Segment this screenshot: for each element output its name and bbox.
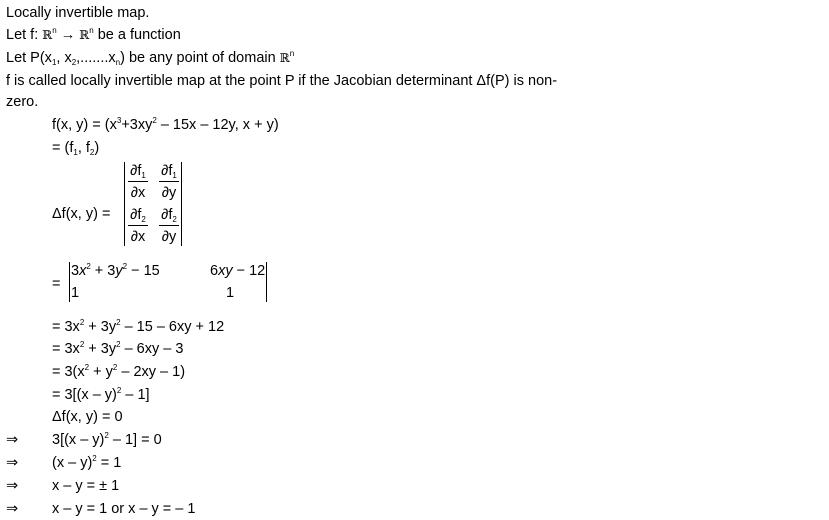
exponent: 2 <box>86 262 91 271</box>
variable: x <box>79 263 87 279</box>
function-definition-line <box>6 26 181 44</box>
definition-line-1 <box>6 72 557 90</box>
fraction-bar <box>128 181 148 182</box>
text-fragment: = 1 <box>96 455 122 471</box>
subscript: 2 <box>172 215 177 224</box>
step-2 <box>52 340 183 358</box>
text-fragment: − 15 <box>127 263 160 279</box>
text-fragment: +3xy <box>121 117 153 133</box>
exponent: 2 <box>92 454 97 463</box>
implies-symbol: ⇒ <box>6 455 19 471</box>
exponent-n: n <box>52 26 57 35</box>
exponent: 2 <box>122 262 128 271</box>
text-fragment: = 3(x <box>52 364 85 380</box>
text-fragment: 3[(x – y) <box>52 432 105 448</box>
text-fragment: – 2xy – 1) <box>117 364 186 380</box>
exponent: 2 <box>152 116 157 125</box>
text-fragment: – 15 – 6xy + 12 <box>120 319 225 335</box>
text-fragment: – 6xy – 3 <box>120 341 184 357</box>
implies-symbol: ⇒ <box>6 501 19 517</box>
partial-symbol: ∂f <box>161 163 173 179</box>
implication-3 <box>52 477 119 495</box>
exponent-n: n <box>289 49 295 58</box>
equals-sign: = <box>52 276 61 292</box>
fraction-bar <box>128 225 148 226</box>
text-fragment: = 3[(x – y) <box>52 387 117 403</box>
entry-text: 1 <box>226 285 235 301</box>
step-4 <box>52 386 150 404</box>
determinant-right-bar <box>181 162 182 246</box>
implies-row-4 <box>6 500 18 518</box>
components-line <box>52 139 99 157</box>
text-fragment: f(x, y) = (x <box>52 117 117 133</box>
text-fragment: – 15x – 12y, x + y) <box>156 117 279 133</box>
text-fragment: ) <box>94 140 100 156</box>
exponent: 2 <box>84 363 90 372</box>
exponent: 2 <box>116 340 121 349</box>
let-f-text: Let f: <box>6 27 43 43</box>
implies-symbol: ⇒ <box>6 432 19 448</box>
exponent: 2 <box>79 340 85 349</box>
text-fragment: , f <box>77 140 90 156</box>
step-text: Δf(x, y) = 0 <box>52 409 123 425</box>
entry-a12 <box>210 262 265 280</box>
partial-f2-x <box>126 206 150 246</box>
implies-row-1 <box>6 431 18 449</box>
text-fragment: = (f <box>52 140 74 156</box>
entry-text: 1 <box>71 285 80 301</box>
denominator: ∂y <box>161 229 177 245</box>
denominator: ∂x <box>130 185 146 201</box>
exponent: 2 <box>104 431 109 440</box>
subscript: 2 <box>141 215 146 224</box>
text-fragment: + 3y <box>84 319 117 335</box>
exponent: 2 <box>79 318 85 327</box>
title-text: Locally invertible map. <box>6 5 150 21</box>
step-1 <box>52 318 224 336</box>
denominator: ∂y <box>161 185 177 201</box>
text-fragment: 3 <box>71 263 80 279</box>
implies-symbol: ⇒ <box>6 478 19 494</box>
real-space-symbol: ℝ <box>279 51 290 65</box>
text-fragment: , x <box>56 50 72 66</box>
text-fragment: + y <box>89 364 113 380</box>
subscript: 2 <box>71 58 77 67</box>
subscript: 1 <box>73 148 78 157</box>
implies-row-3 <box>6 477 18 495</box>
function-line <box>52 116 279 134</box>
text-fragment: ) be any point of domain <box>120 50 280 66</box>
partial-f2-y <box>157 206 181 246</box>
partial-symbol: ∂f <box>130 163 142 179</box>
exponent-n: n <box>89 26 94 35</box>
variable: y <box>115 263 123 279</box>
jacobian-lhs <box>52 205 110 223</box>
exponent: 3 <box>116 116 122 125</box>
denominator: ∂x <box>130 229 146 245</box>
jacobian-lhs-text: Δf(x, y) = <box>52 206 111 222</box>
entry-a22 <box>226 284 234 302</box>
title-line <box>6 4 149 22</box>
text-fragment: + 3 <box>90 263 116 279</box>
exponent: 2 <box>112 363 118 372</box>
implication-2 <box>52 454 121 472</box>
fraction-bar <box>159 225 179 226</box>
definition-text: zero. <box>6 94 39 110</box>
subscript: 1 <box>51 58 57 67</box>
eval-determinant-right-bar <box>266 262 267 302</box>
determinant-equals <box>52 275 60 293</box>
definition-text: f is called locally invertible map at the point P if the Jacobian determinant Δf(P) is non- <box>6 73 558 89</box>
implication-text: x – y = 1 or x – y = – 1 <box>52 501 196 517</box>
implication-1 <box>52 431 162 449</box>
subscript: 1 <box>141 171 146 180</box>
definition-line-2 <box>6 93 38 111</box>
partial-symbol: ∂f <box>130 207 142 223</box>
text-fragment: = 3x <box>52 319 80 335</box>
point-definition-line <box>6 49 294 67</box>
be-function-text: be a function <box>93 27 181 43</box>
text-fragment: – 1] = 0 <box>108 432 162 448</box>
text-fragment: + 3y <box>84 341 117 357</box>
implication-text: x – y = ± 1 <box>52 478 120 494</box>
subscript: 2 <box>89 148 95 157</box>
implies-row-2 <box>6 454 18 472</box>
subscript: n <box>115 58 121 67</box>
partial-f1-x <box>126 162 150 202</box>
let-p-text: Let P(x <box>6 50 52 66</box>
text-fragment: ,.......x <box>76 50 116 66</box>
text-fragment: = 3x <box>52 341 80 357</box>
text-fragment: 6 <box>210 263 219 279</box>
entry-a11 <box>71 262 160 280</box>
entry-a21 <box>71 284 79 302</box>
real-space-symbol: ℝ <box>42 28 53 42</box>
partial-symbol: ∂f <box>161 207 173 223</box>
fraction-bar <box>159 181 179 182</box>
step-3 <box>52 363 185 381</box>
variable: xy <box>218 263 233 279</box>
eval-determinant-left-bar <box>69 262 70 302</box>
arrow-symbol: → <box>60 27 76 43</box>
subscript: 1 <box>172 171 177 180</box>
partial-f1-y <box>157 162 181 202</box>
text-fragment: − 12 <box>232 263 266 279</box>
text-fragment: – 1] <box>121 387 150 403</box>
implication-4 <box>52 500 195 518</box>
text-fragment: (x – y) <box>52 455 93 471</box>
exponent: 2 <box>116 318 121 327</box>
determinant-left-bar <box>124 162 125 246</box>
real-space-symbol: ℝ <box>79 28 90 42</box>
step-5 <box>52 408 123 426</box>
exponent: 2 <box>116 386 122 395</box>
